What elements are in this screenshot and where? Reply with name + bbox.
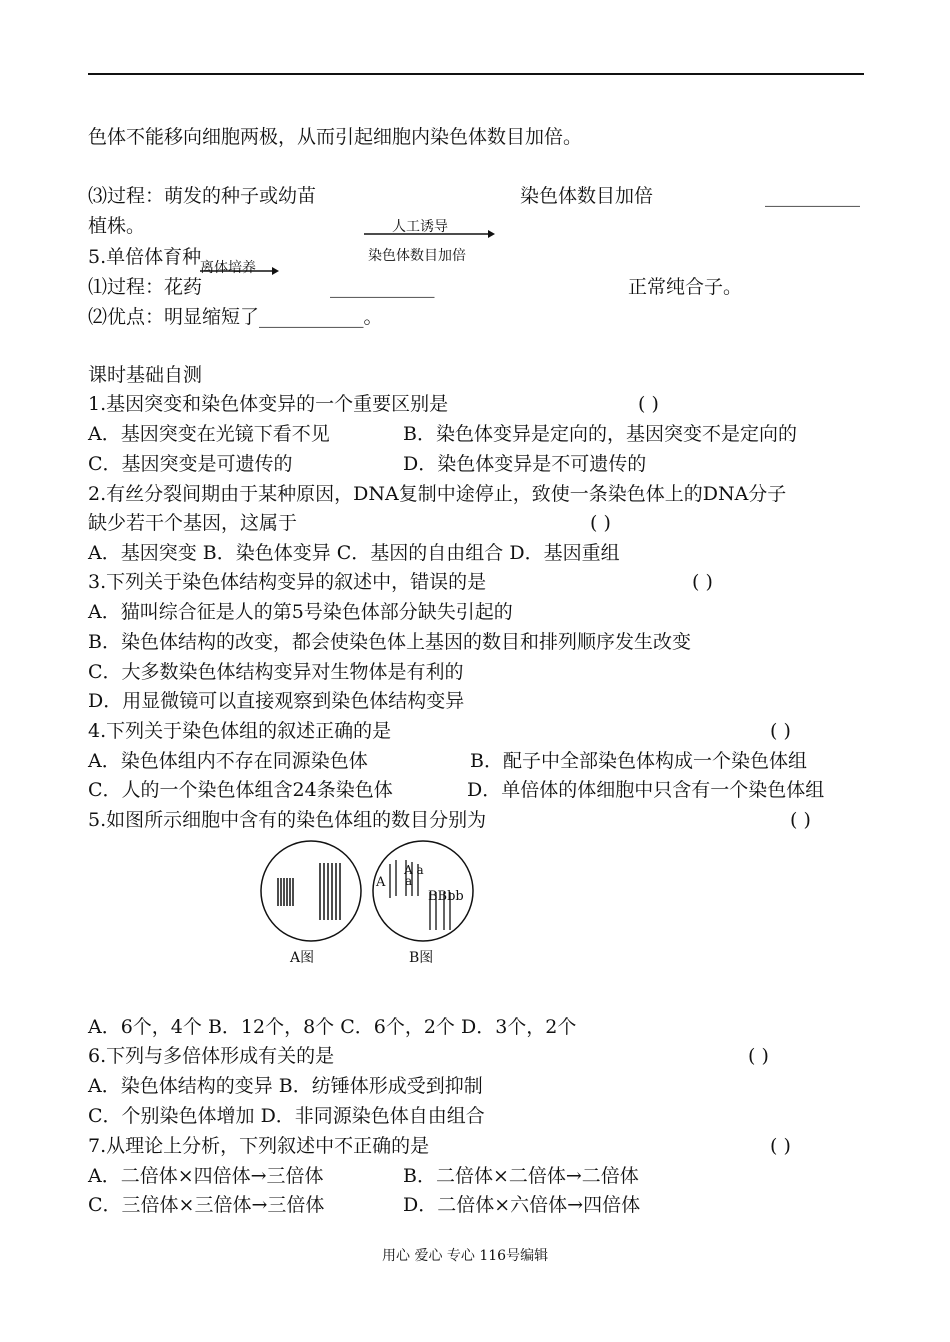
q3-stem: 3.下列关于染色体结构变异的叙述中，错误的是	[88, 571, 487, 593]
process-5-blank: ___________	[330, 276, 435, 298]
section-5-title: 5.单倍体育种	[88, 246, 202, 268]
process-5-label: ⑴过程：花药	[88, 276, 203, 298]
selftest-heading: 课时基础自测	[88, 364, 203, 386]
q3-paren: ( )	[692, 571, 713, 593]
q1-option-d: D．染色体变异是不可遗传的	[403, 453, 647, 475]
q6-options-cd: C．个别染色体增加 D．非同源染色体自由组合	[88, 1105, 485, 1127]
q3-option-b: B．染色体结构的改变，都会使染色体上基因的数目和排列顺序发生改变	[88, 631, 691, 653]
q1-paren: ( )	[638, 393, 659, 415]
q4-option-d: D．单倍体的体细胞中只含有一个染色体组	[467, 779, 825, 801]
process-3-line2: 植株。	[88, 215, 146, 237]
fig-a-caption: A图	[290, 950, 315, 966]
q1-option-b: B．染色体变异是定向的，基因突变不是定向的	[403, 423, 797, 445]
arrow-induce-sublabel: 染色体数目加倍	[368, 248, 466, 264]
process-5-result: 正常纯合子。	[628, 276, 743, 298]
q7-stem: 7.从理论上分析，下列叙述中不正确的是	[88, 1135, 430, 1157]
process-3-blank: __________	[765, 185, 860, 207]
advantage-text: ⑵优点：明显缩短了___________。	[88, 306, 383, 328]
q7-option-a: A．二倍体×四倍体→三倍体	[88, 1165, 324, 1187]
arrow-culture-label: 离体培养	[200, 260, 256, 276]
process-3-label: ⑶过程：萌发的种子或幼苗	[88, 185, 317, 207]
process-3-result: 染色体数目加倍	[520, 185, 654, 207]
cell-a-chromosomes	[278, 863, 340, 920]
cell-figure-b	[370, 838, 480, 948]
q5-paren: ( )	[790, 809, 811, 831]
q3-option-d: D．用显微镜可以直接观察到染色体结构变异	[88, 690, 465, 712]
arrow-culture	[200, 265, 280, 277]
gene-label-a-lower: a	[405, 874, 413, 888]
cell-a-membrane	[261, 841, 361, 941]
q5-stem: 5.如图所示细胞中含有的染色体组的数目分别为	[88, 809, 487, 831]
continuation-text: 色体不能移向细胞两极，从而引起细胞内染色体数目加倍。	[88, 126, 583, 148]
gene-label-bbbb: BBbb	[428, 889, 464, 904]
q6-options-ab: A．染色体结构的变异 B．纺锤体形成受到抑制	[88, 1075, 483, 1097]
q5-options: A．6个，4个 B．12个，8个 C．6个，2个 D．3个，2个	[88, 1016, 577, 1038]
q4-option-a: A．染色体组内不存在同源染色体	[88, 750, 368, 772]
q6-stem: 6.下列与多倍体形成有关的是	[88, 1045, 335, 1067]
page-footer: 用心 爱心 专心 116号编辑	[382, 1248, 549, 1264]
q4-stem: 4.下列关于染色体组的叙述正确的是	[88, 720, 392, 742]
q7-option-c: C．三倍体×三倍体→三倍体	[88, 1194, 325, 1216]
q4-option-b: B．配子中全部染色体构成一个染色体组	[470, 750, 807, 772]
q4-paren: ( )	[770, 720, 791, 742]
q7-option-d: D．二倍体×六倍体→四倍体	[403, 1194, 641, 1216]
q6-paren: ( )	[748, 1045, 769, 1067]
q2-stem: 2.有丝分裂间期由于某种原因，DNA复制中途停止，致使一条染色体上的DNA分子	[88, 483, 787, 505]
gene-label-a-upper: A	[376, 875, 386, 890]
q2-stem-2: 缺少若干个基因，这属于	[88, 512, 298, 534]
q7-option-b: B．二倍体×二倍体→二倍体	[403, 1165, 639, 1187]
q2-options: A．基因突变 B．染色体变异 C．基因的自由组合 D．基因重组	[88, 542, 620, 564]
q1-option-c: C．基因突变是可遗传的	[88, 453, 293, 475]
q2-paren: ( )	[590, 512, 611, 534]
q3-option-c: C．大多数染色体结构变异对生物体是有利的	[88, 661, 464, 683]
header-rule	[88, 73, 864, 75]
q1-stem: 1.基因突变和染色体变异的一个重要区别是	[88, 393, 449, 415]
arrow-induce-label: 人工诱导	[392, 219, 448, 235]
gene-label-aa: A a	[404, 863, 424, 877]
arrow-induce	[364, 228, 496, 240]
fig-b-caption: B图	[409, 950, 434, 966]
q3-option-a: A．猫叫综合征是人的第5号染色体部分缺失引起的	[88, 601, 513, 623]
cell-figure-a	[258, 838, 368, 948]
q1-option-a: A．基因突变在光镜下看不见	[88, 423, 330, 445]
q4-option-c: C．人的一个染色体组含24条染色体	[88, 779, 393, 801]
q7-paren: ( )	[770, 1135, 791, 1157]
